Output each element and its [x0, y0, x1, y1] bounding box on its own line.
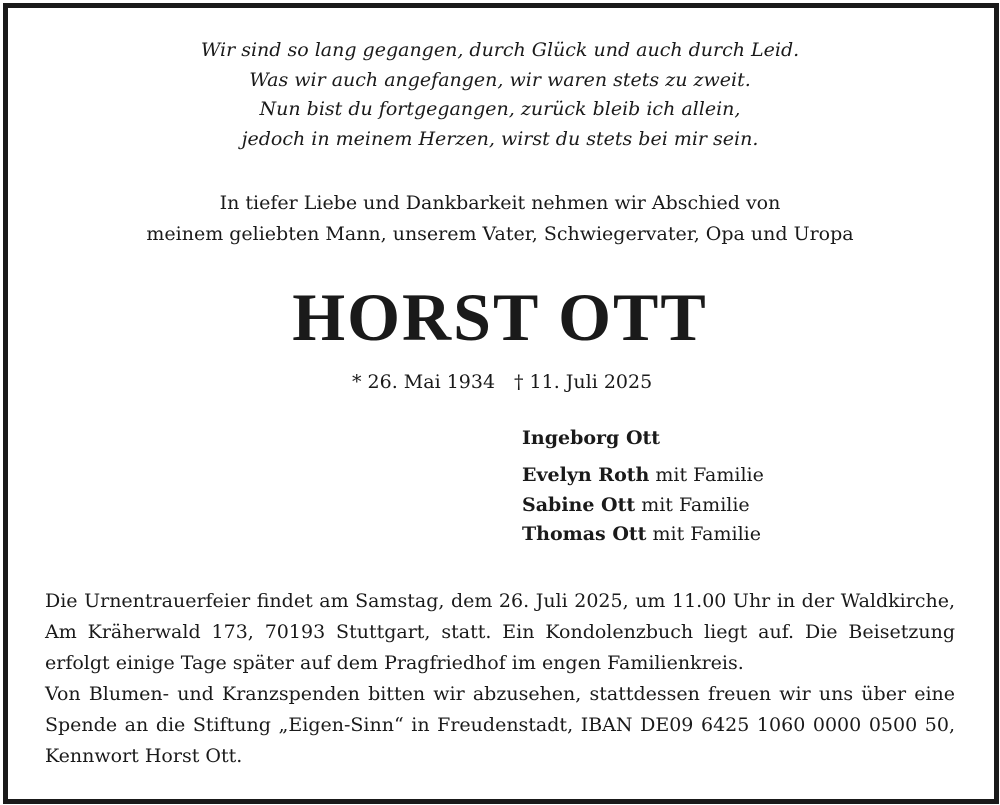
poem-line: jedoch in meinem Herzen, wirst du stets bei mir sein.: [241, 127, 759, 150]
family-member-name: Sabine Ott: [522, 494, 636, 516]
family-member-name: Evelyn Roth: [522, 464, 650, 486]
family-member: [522, 521, 761, 547]
birth-date: * 26. Mai 1934: [352, 371, 496, 393]
intro-line: meinem geliebten Mann, unserem Vater, Schwiegervater, Opa und Uropa: [146, 223, 854, 245]
poem-line: Nun bist du fortgegangen, zurück bleib ich allein,: [259, 98, 741, 120]
deceased-name: HORST OTT: [292, 279, 708, 355]
family-member: [522, 492, 750, 518]
family-member: [522, 462, 764, 488]
intro-line: In tiefer Liebe und Dankbarkeit nehmen wir Abschied von: [219, 192, 781, 214]
ceremony-paragraph: Die Urnentrauerfeier findet am Samstag, dem 26. Juli 2025, um 11.00 Uhr in der Waldkirche, Am Kräherwald 173, 70193 Stuttgart, statt. Ein Kondolenzbuch liegt auf. Die Beisetzung erfolgt einige Tage später auf dem Pragfriedhof im engen Familienkreis.: [45, 590, 955, 674]
family-member-name: Ingeborg Ott: [522, 427, 661, 449]
family-member: [522, 425, 660, 451]
poem: [0, 36, 1000, 154]
poem-line: Wir sind so lang gegangen, durch Glück und auch durch Leid.: [200, 39, 800, 61]
farewell-intro: [0, 188, 1000, 250]
poem-line: Was wir auch angefangen, wir waren stets zu zweit.: [249, 68, 751, 91]
donation-paragraph: Von Blumen- und Kranzspenden bitten wir abzusehen, stattdessen freuen wir uns über eine Spende an die Stiftung „Eigen-Sinn“ in Freudenstadt, IBAN DE09 6425 1060 0000 0500 50, Kennwort Horst Ott.: [45, 683, 955, 767]
family-member-suffix: mit Familie: [649, 464, 764, 486]
family-member-suffix: mit Familie: [646, 523, 761, 545]
death-date: † 11. Juli 2025: [514, 371, 653, 393]
family-member-name: Thomas Ott: [522, 523, 647, 545]
family-member-suffix: mit Familie: [635, 494, 750, 516]
